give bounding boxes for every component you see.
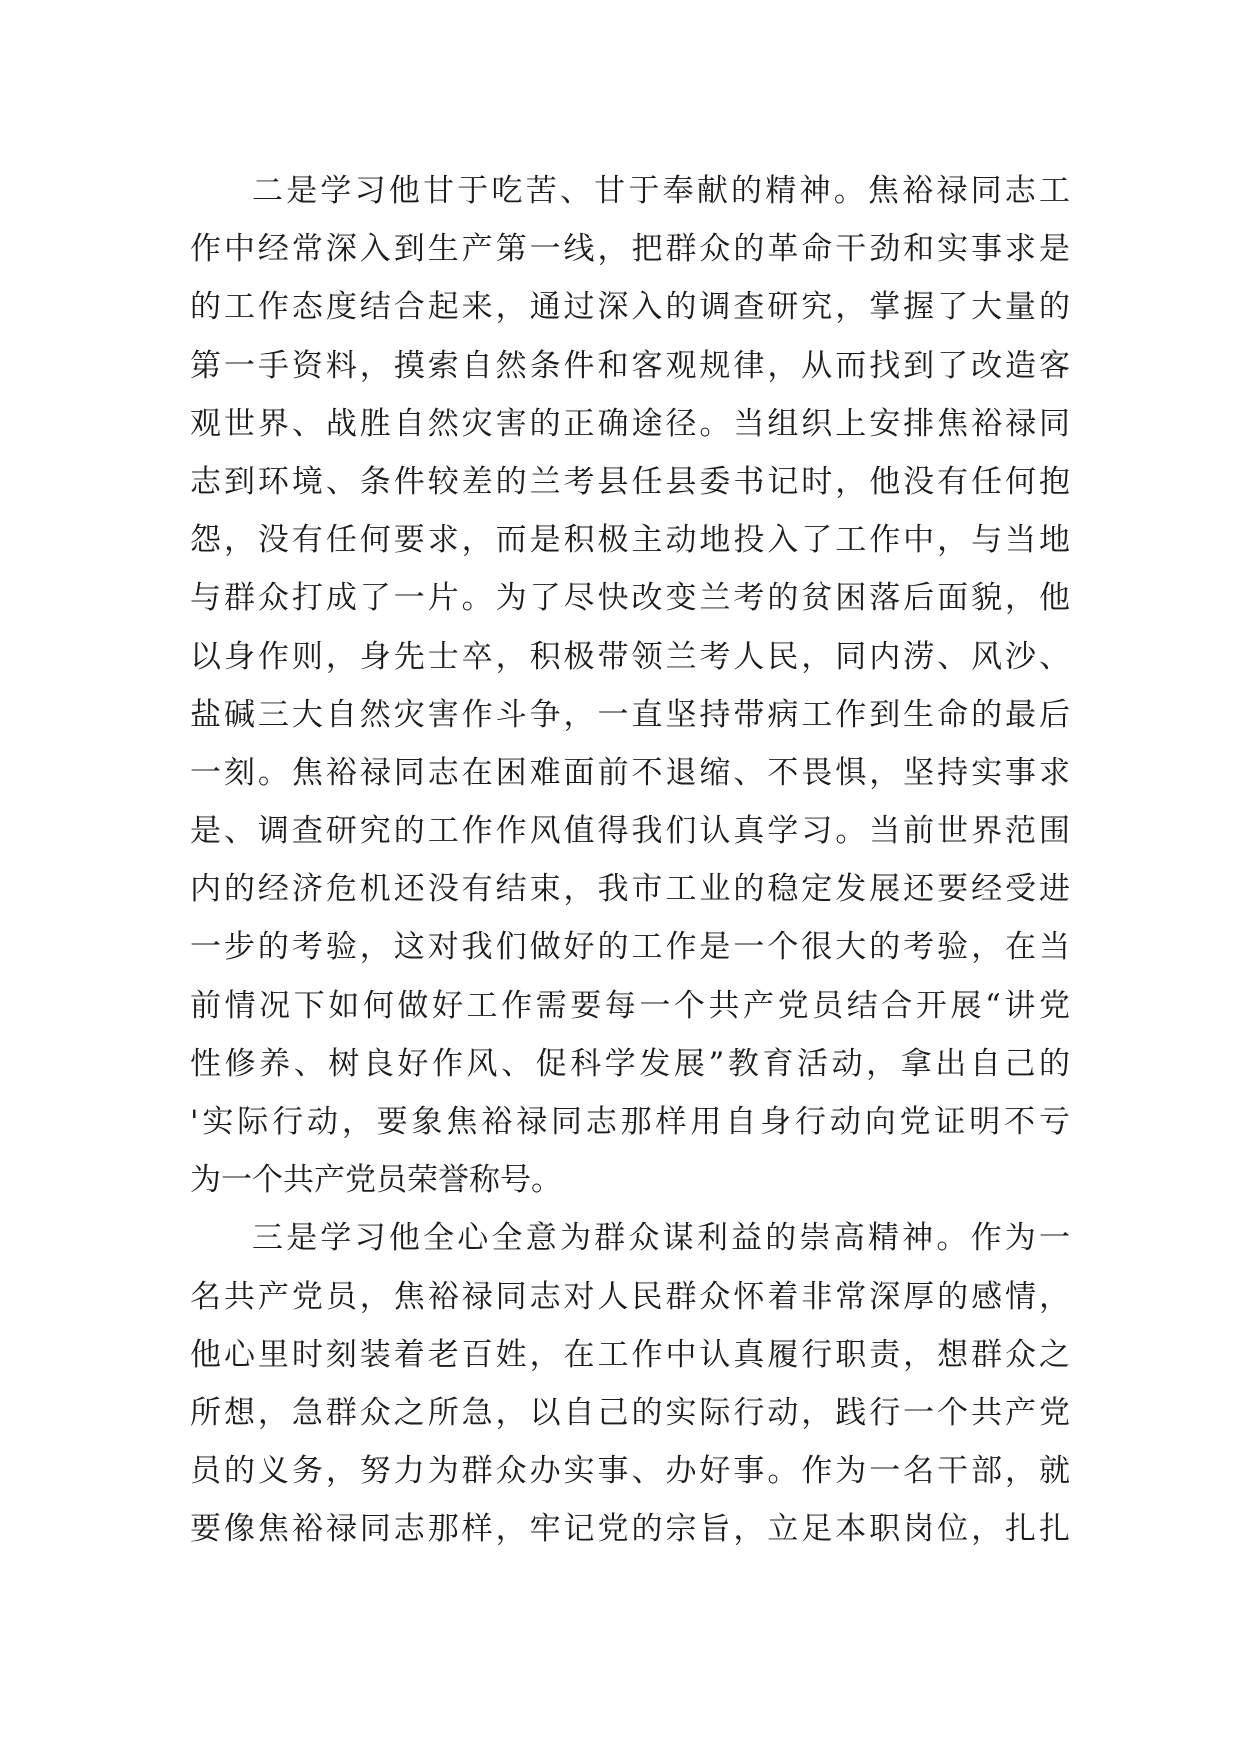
paragraph-line: 性修养、树良好作风、促科学发展”教育活动，拿出自己的 (190, 1045, 1070, 1082)
paragraph-line: 一刻。焦裕禄同志在困难面前不退缩、不畏惧，坚持实事求 (190, 754, 1070, 791)
paragraph-line: 为一个共产党员荣誉称号。 (190, 1162, 562, 1199)
paragraph (190, 1209, 1070, 1558)
paragraph-line: 前情况下如何做好工作需要每一个共产党员结合开展“讲党 (190, 987, 1070, 1024)
paragraph-line: 三是学习他全心全意为群众谋利益的崇高精神。作为一 (252, 1220, 1070, 1257)
paragraph-line: 二是学习他甘于吃苦、甘于奉献的精神。焦裕禄同志工 (252, 173, 1070, 209)
paragraph-line: '实际行动，要象焦裕禄同志那样用自身行动向党证明不亏 (190, 1104, 1070, 1140)
paragraph-line: 作中经常深入到生产第一线，把群众的革命干劲和实事求是 (190, 231, 1070, 268)
paragraph-line: 观世界、战胜自然灾害的正确途径。当组织上安排焦裕禄同 (190, 405, 1070, 442)
paragraph-line: 内的经济危机还没有结束，我市工业的稳定发展还要经受进 (190, 871, 1070, 908)
paragraph-line: 怨，没有任何要求，而是积极主动地投入了工作中，与当地 (190, 522, 1070, 559)
paragraph-line: 一步的考验，这对我们做好的工作是一个很大的考验，在当 (190, 929, 1070, 966)
paragraph-line: 他心里时刻装着老百姓，在工作中认真履行职责，想群众之 (190, 1336, 1070, 1373)
paragraph-line: 与群众打成了一片。为了尽快改变兰考的贫困落后面貌，他 (190, 580, 1070, 617)
paragraph-line: 盐碱三大自然灾害作斗争，一直坚持带病工作到生命的最后 (190, 696, 1070, 733)
paragraph-line: 员的义务，努力为群众办实事、办好事。作为一名干部，就 (190, 1453, 1070, 1490)
paragraph (190, 162, 1070, 1209)
paragraph-line: 的工作态度结合起来，通过深入的调查研究，掌握了大量的 (190, 289, 1070, 326)
paragraph-line: 名共产党员，焦裕禄同志对人民群众怀着非常深厚的感情， (190, 1278, 1070, 1315)
paragraph-line: 志到环境、条件较差的兰考县任县委书记时，他没有任何抱 (190, 463, 1070, 500)
paragraph-line: 是、调查研究的工作作风值得我们认真学习。当前世界范围 (190, 813, 1070, 850)
paragraph-line: 以身作则，身先士卒，积极带领兰考人民，同内涝、风沙、 (190, 638, 1070, 675)
paragraph-line: 所想，急群众之所急，以自己的实际行动，践行一个共产党 (190, 1394, 1070, 1431)
paragraph-line: 第一手资料，摸索自然条件和客观规律，从而找到了改造客 (190, 347, 1070, 384)
body-text (190, 162, 1070, 1559)
paragraph-line: 要像焦裕禄同志那样，牢记党的宗旨，立足本职岗位，扎扎 (190, 1511, 1070, 1548)
